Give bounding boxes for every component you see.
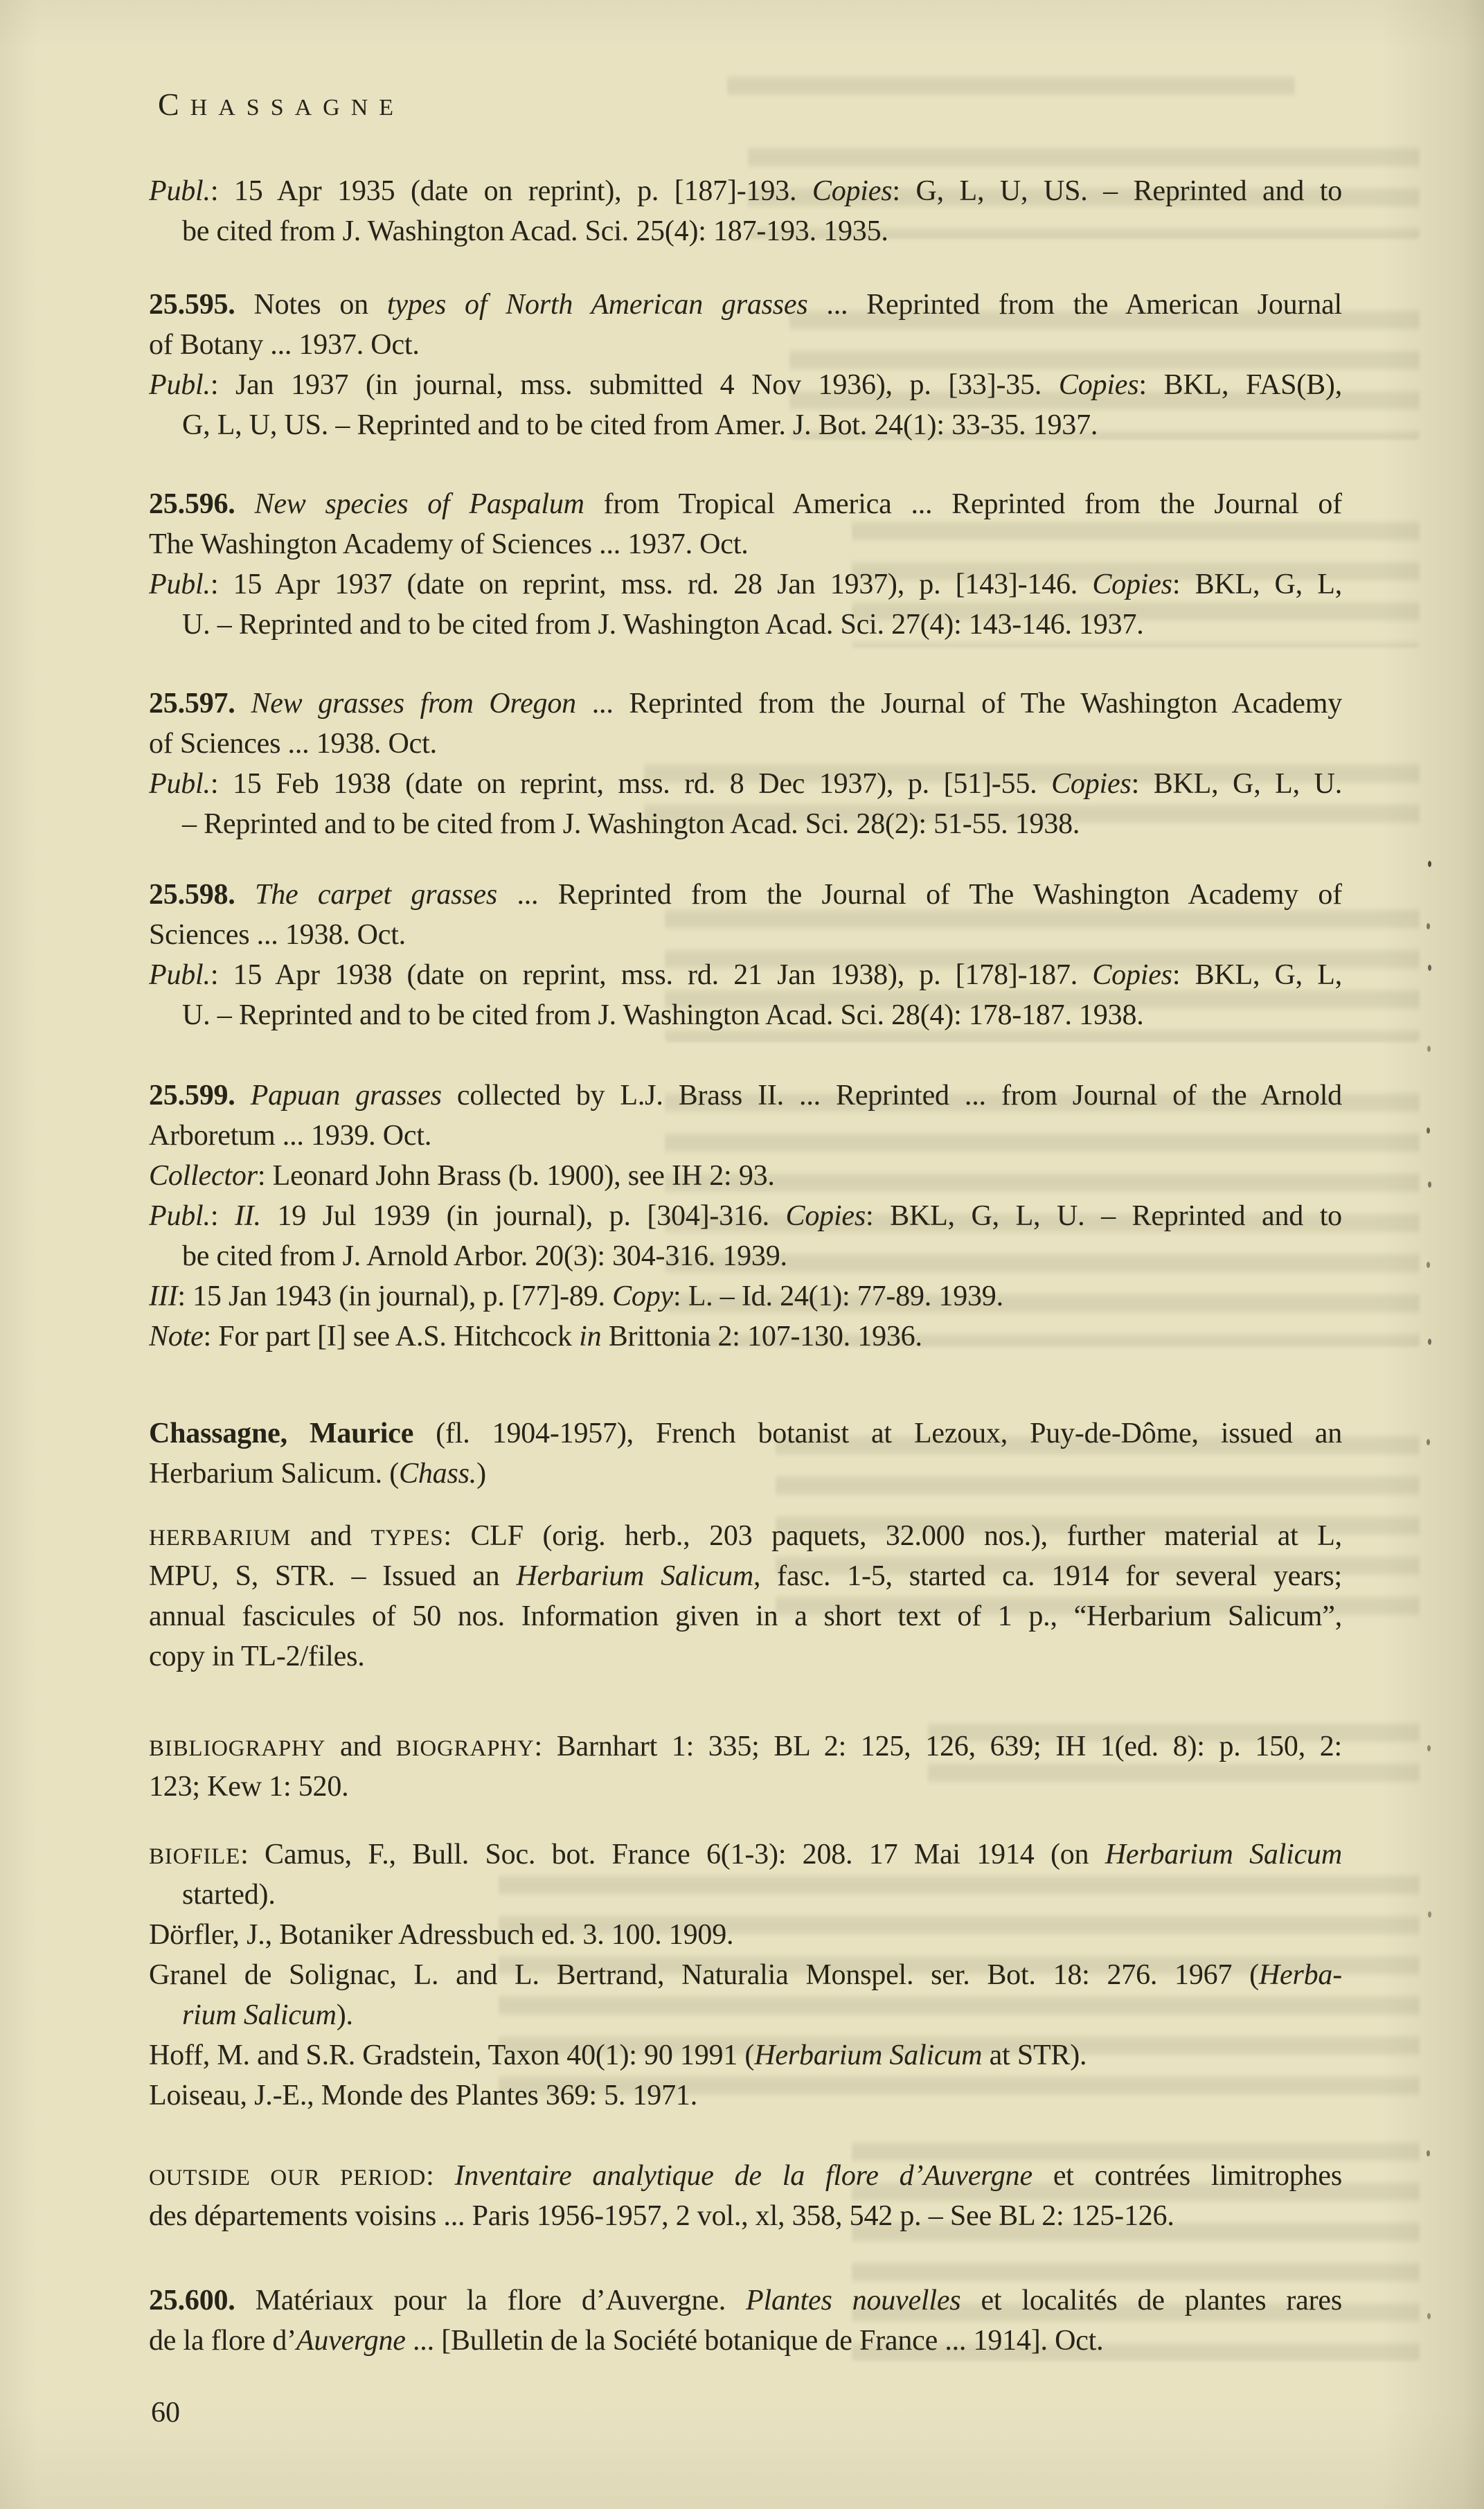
- italic-run: Plantes nouvelles: [746, 2285, 961, 2316]
- page-number: 60: [151, 2397, 180, 2429]
- italic-run: Herbarium Salicum: [754, 2039, 983, 2071]
- bold-run: 25.598.: [149, 879, 235, 911]
- text-run: copy in TL-2/files.: [149, 1641, 365, 1672]
- text-run: [235, 1080, 251, 1111]
- text-line: [149, 405, 1342, 445]
- smallcaps-run: OUTSIDE OUR PERIOD: [149, 2166, 427, 2190]
- italic-run: Publ.: [149, 569, 211, 600]
- text-run: U. – Reprinted and to be cited from J. Washington Acad. Sci. 27(4): 143-146. 1937.: [182, 609, 1144, 641]
- bold-run: 25.596.: [149, 488, 235, 520]
- text-line: [149, 1156, 1342, 1196]
- italic-run: New species of Paspalum: [254, 488, 584, 520]
- italic-run: Copies: [785, 1200, 866, 1232]
- italic-run: Publ.: [149, 175, 211, 207]
- text-line: [149, 1875, 1342, 1915]
- italic-run: Publ.: [149, 1200, 211, 1232]
- text-line: [149, 171, 1342, 211]
- person-heading-chassagne-maurice: [149, 1413, 1342, 1494]
- text-run: : 15 Apr 1937 (date on reprint, mss. rd. 28 Jan 1937), p. [143]-146.: [210, 569, 1093, 600]
- text-line: [149, 285, 1342, 325]
- text-run: Notes on: [235, 289, 387, 321]
- text-line: [149, 915, 1342, 955]
- text-run: : BKL, FAS(B),: [1138, 369, 1342, 401]
- text-run: 19 Jul 1939 (in journal), p. [304]-316.: [260, 1200, 786, 1232]
- entry-25-595: [149, 285, 1342, 445]
- entry-25-598: [149, 875, 1342, 1035]
- italic-run: Papuan grasses: [250, 1080, 442, 1111]
- italic-run: Inventaire analytique de la flore d’Auvergne: [454, 2160, 1032, 2192]
- running-header-initial: C: [158, 87, 190, 122]
- text-run: at STR).: [982, 2039, 1087, 2071]
- section-biofile: [149, 1834, 1342, 2116]
- text-line: [149, 605, 1342, 645]
- bold-run: 25.599.: [149, 1080, 235, 1111]
- text-line: [149, 365, 1342, 405]
- entry-25-597: [149, 684, 1342, 844]
- italic-run: Copies: [1092, 959, 1172, 991]
- text-run: : L. – Id. 24(1): 77-89. 1939.: [672, 1280, 1003, 1312]
- text-run: : BKL, G, L,: [1172, 569, 1342, 600]
- smallcaps-run: TYPES: [370, 1526, 444, 1551]
- text-line: [149, 684, 1342, 724]
- text-run: : Camus, F., Bull. Soc. bot. France 6(1-3): 208. 17 Mai 1914 (on: [240, 1839, 1105, 1870]
- text-run: and: [291, 1520, 371, 1552]
- text-run: ... Reprinted from the Journal of The Washington Academy: [575, 688, 1342, 720]
- text-line: [149, 1116, 1342, 1156]
- text-line: [149, 564, 1342, 605]
- entry-25-600: [149, 2280, 1342, 2361]
- italic-run: Note: [149, 1321, 204, 1352]
- text-run: annual fascicules of 50 nos. Information given in a short text of 1 p., “Herbarium Salicum”,: [149, 1600, 1342, 1632]
- italic-run: rium Salicum: [182, 1999, 337, 2031]
- text-line: [149, 2321, 1342, 2361]
- text-line: [149, 2156, 1342, 2196]
- text-line: [149, 2280, 1342, 2321]
- section-bibliography-and-biography: [149, 1726, 1342, 1807]
- text-run: and: [325, 1731, 396, 1762]
- text-run: : G, L, U, US. – Reprinted and to: [892, 175, 1342, 207]
- text-run: Arboretum ... 1939. Oct.: [149, 1120, 432, 1152]
- text-run: : 15 Apr 1935 (date on reprint), p. [187]-193.: [210, 175, 812, 207]
- running-header-rest: HASSAGNE: [190, 95, 405, 120]
- text-line: [149, 955, 1342, 995]
- text-run: ... Reprinted from the Journal of The Washington Academy of: [497, 879, 1342, 911]
- italic-run: Copies: [1092, 569, 1172, 600]
- text-line: [149, 2196, 1342, 2236]
- text-run: Dörfler, J., Botaniker Adressbuch ed. 3. 100. 1909.: [149, 1919, 734, 1951]
- text-line: [149, 804, 1342, 844]
- text-run: The Washington Academy of Sciences ... 1937. Oct.: [149, 528, 749, 560]
- text-run: : 15 Jan 1943 (in journal), p. [77]-89.: [177, 1280, 613, 1312]
- text-run: : For part [I] see A.S. Hitchcock: [203, 1321, 580, 1352]
- section-herbarium-and-types: [149, 1516, 1342, 1677]
- text-line: [149, 211, 1342, 251]
- running-header: [158, 86, 404, 123]
- italic-run: The carpet grasses: [255, 879, 498, 911]
- text-run: Hoff, M. and S.R. Gradstein, Taxon 40(1): 90 1991 (: [149, 2039, 755, 2071]
- text-line: [149, 1196, 1342, 1236]
- text-run: (fl. 1904-1957), French botanist at Lezoux, Puy-de-Dôme, issued an: [413, 1418, 1342, 1449]
- text-run: Matériaux pour la flore d’Auvergne.: [235, 2285, 747, 2316]
- text-run: : Leonard John Brass (b. 1900), see IH 2: 93.: [257, 1160, 775, 1192]
- text-run: [235, 688, 251, 720]
- text-run: :: [426, 2160, 455, 2192]
- bold-run: 25.600.: [149, 2285, 235, 2316]
- text-run: : CLF (orig. herb., 203 paquets, 32.000 nos.), further material at L,: [443, 1520, 1342, 1552]
- text-line: [149, 1596, 1342, 1636]
- text-run: : BKL, G, L, U.: [1131, 768, 1342, 800]
- text-line: [149, 1636, 1342, 1677]
- text-run: : BKL, G, L, U. – Reprinted and to: [866, 1200, 1342, 1232]
- publ-carryover-entry: [149, 171, 1342, 251]
- text-run: Herbarium Salicum. (: [149, 1458, 400, 1490]
- italic-run: in: [579, 1321, 602, 1352]
- text-run: Brittonia 2: 107-130. 1936.: [601, 1321, 922, 1352]
- text-line: [149, 1236, 1342, 1276]
- text-line: [149, 1316, 1342, 1357]
- text-run: ... Reprinted from the American Journal: [807, 289, 1342, 321]
- text-line: [149, 1767, 1342, 1807]
- text-line: [149, 875, 1342, 915]
- text-line: [149, 1516, 1342, 1556]
- text-line: [149, 325, 1342, 365]
- bold-run: 25.595.: [149, 289, 235, 321]
- italic-run: Herbarium Salicum: [516, 1560, 753, 1592]
- entry-25-599: [149, 1075, 1342, 1357]
- text-line: [149, 1556, 1342, 1596]
- italic-run: Auvergne: [296, 2325, 406, 2357]
- text-run: , fasc. 1-5, started ca. 1914 for several years;: [753, 1560, 1342, 1592]
- text-run: G, L, U, US. – Reprinted and to be cited from Amer. J. Bot. 24(1): 33-35. 1937.: [182, 409, 1098, 441]
- entry-25-596: [149, 484, 1342, 645]
- text-line: [149, 1995, 1342, 2035]
- smallcaps-run: HERBARIUM: [149, 1526, 292, 1551]
- text-line: [149, 1075, 1342, 1116]
- text-run: [235, 488, 255, 520]
- text-line: [149, 484, 1342, 524]
- text-line: [149, 2035, 1342, 2075]
- scan-speck-marks: [0, 0, 3, 6]
- smallcaps-run: BIBLIOGRAPHY: [149, 1736, 326, 1761]
- smallcaps-run: BIOGRAPHY: [395, 1736, 535, 1761]
- italic-run: Collector: [149, 1160, 258, 1192]
- italic-run: Copies: [812, 175, 893, 207]
- text-run: of Botany ... 1937. Oct.: [149, 329, 420, 361]
- text-run: be cited from J. Washington Acad. Sci. 25(4): 187-193. 1935.: [182, 215, 888, 247]
- text-run: : Jan 1937 (in journal, mss. submitted 4 Nov 1936), p. [33]-35.: [210, 369, 1059, 401]
- text-run: 123; Kew 1: 520.: [149, 1771, 349, 1803]
- text-line: [149, 1454, 1342, 1494]
- text-run: et contrées limitrophes: [1032, 2160, 1342, 2192]
- text-line: [149, 1915, 1342, 1955]
- text-run: Loiseau, J.-E., Monde des Plantes 369: 5. 1971.: [149, 2080, 698, 2111]
- text-run: ).: [336, 1999, 353, 2031]
- section-outside-our-period: [149, 2156, 1342, 2236]
- text-run: : 15 Feb 1938 (date on reprint, mss. rd. 8 Dec 1937), p. [51]-55.: [210, 768, 1052, 800]
- text-run: collected by L.J. Brass II. ... Reprinted ... from Journal of the Arnold: [441, 1080, 1342, 1111]
- text-run: of Sciences ... 1938. Oct.: [149, 728, 437, 760]
- text-run: ): [476, 1458, 486, 1490]
- text-line: [149, 524, 1342, 564]
- text-line: [149, 1413, 1342, 1454]
- bleedthrough-text-block: [727, 64, 1295, 112]
- text-run: ... [Bulletin de la Société botanique de France ... 1914]. Oct.: [405, 2325, 1104, 2357]
- text-line: [149, 1276, 1342, 1316]
- italic-run: Publ.: [149, 959, 211, 991]
- italic-run: New grasses from Oregon: [251, 688, 576, 720]
- italic-run: Chass.: [399, 1458, 477, 1490]
- text-line: [149, 1955, 1342, 1995]
- text-line: [149, 1726, 1342, 1767]
- text-run: Granel de Solignac, L. and L. Bertrand, Naturalia Monspel. ser. Bot. 18: 276. 1967 (: [149, 1959, 1259, 1991]
- text-run: – Reprinted and to be cited from J. Washington Acad. Sci. 28(2): 51-55. 1938.: [182, 808, 1080, 840]
- bold-run: Chassagne, Maurice: [149, 1418, 414, 1449]
- italic-run: types of North American grasses: [386, 289, 808, 321]
- italic-run: Publ.: [149, 369, 211, 401]
- text-line: [149, 764, 1342, 804]
- text-run: : BKL, G, L,: [1172, 959, 1342, 991]
- italic-run: Copies: [1058, 369, 1139, 401]
- text-run: be cited from J. Arnold Arbor. 20(3): 304-316. 1939.: [182, 1240, 787, 1272]
- text-run: et localités de plantes rares: [960, 2285, 1342, 2316]
- italic-run: Herba-: [1258, 1959, 1342, 1991]
- text-line: [149, 2075, 1342, 2116]
- text-run: : 15 Apr 1938 (date on reprint, mss. rd. 21 Jan 1938), p. [178]-187.: [210, 959, 1093, 991]
- text-run: des départements voisins ... Paris 1956-1957, 2 vol., xl, 358, 542 p. – See BL 2: 125-126.: [149, 2200, 1174, 2232]
- text-run: U. – Reprinted and to be cited from J. Washington Acad. Sci. 28(4): 178-187. 1938.: [182, 999, 1144, 1031]
- text-run: : Barnhart 1: 335; BL 2: 125, 126, 639; IH 1(ed. 8): p. 150, 2:: [534, 1731, 1342, 1762]
- italic-run: Publ.: [149, 768, 211, 800]
- text-run: MPU, S, STR. – Issued an: [149, 1560, 517, 1592]
- smallcaps-run: BIOFILE: [149, 1844, 241, 1869]
- italic-run: Herbarium Salicum: [1105, 1839, 1342, 1870]
- text-line: [149, 724, 1342, 764]
- text-run: :: [210, 1200, 235, 1232]
- text-line: [149, 1834, 1342, 1875]
- italic-run: Copy: [612, 1280, 673, 1312]
- text-run: Sciences ... 1938. Oct.: [149, 919, 406, 951]
- text-line: [149, 995, 1342, 1035]
- italic-run: III: [149, 1280, 178, 1312]
- text-run: de la flore d’: [149, 2325, 296, 2357]
- italic-run: II.: [234, 1200, 261, 1232]
- text-run: started).: [182, 1879, 276, 1911]
- text-run: from Tropical America ... Reprinted from the Journal of: [584, 488, 1342, 520]
- bold-run: 25.597.: [149, 688, 235, 720]
- italic-run: Copies: [1051, 768, 1132, 800]
- text-run: [235, 879, 255, 911]
